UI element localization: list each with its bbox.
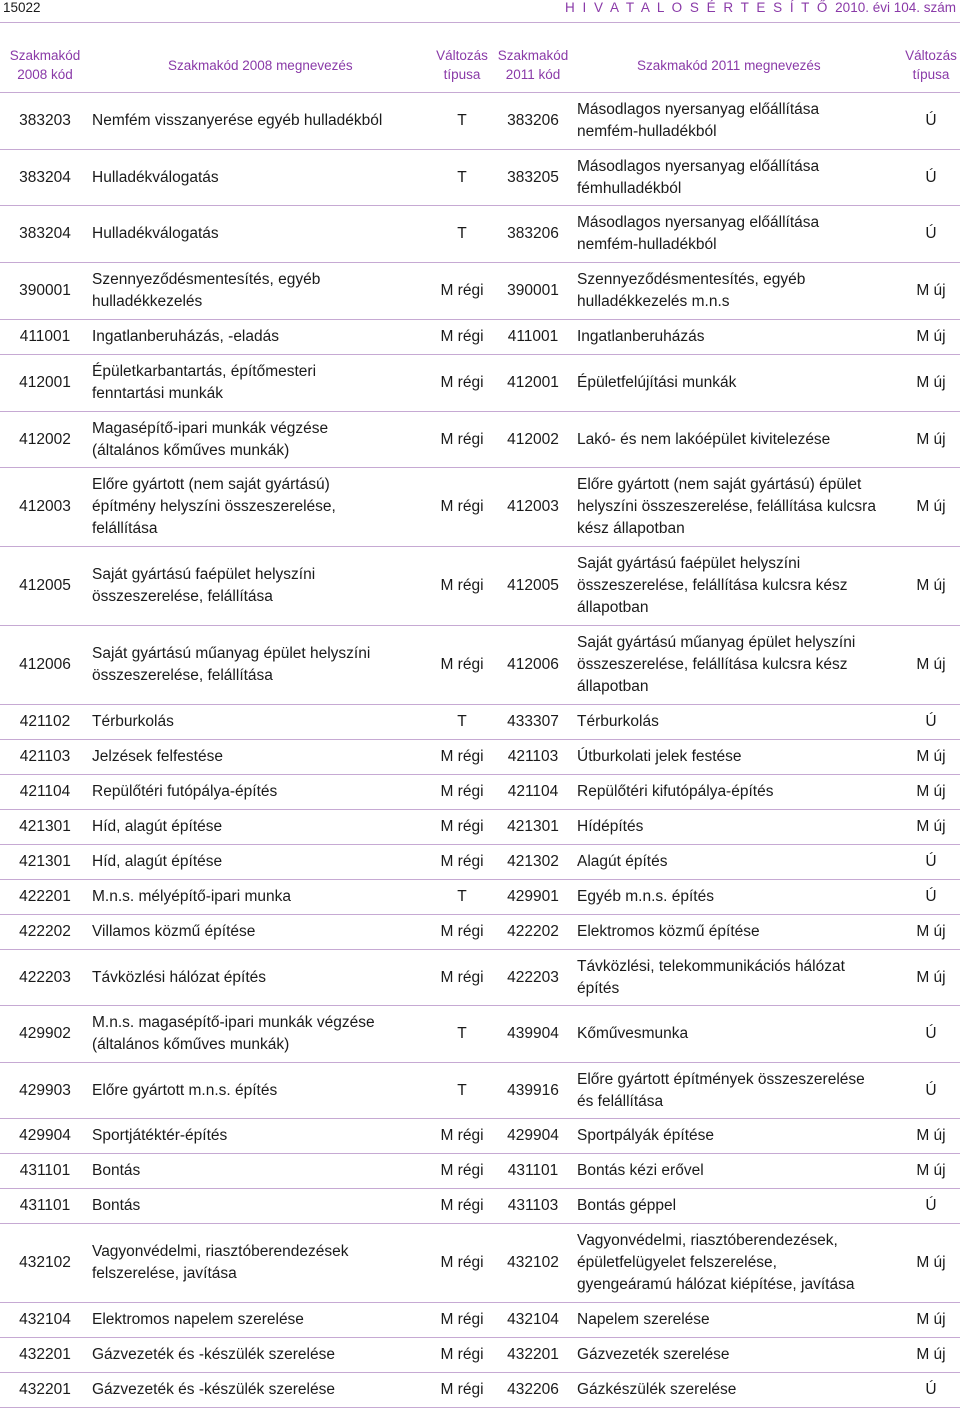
- code-2011: 429904: [497, 1119, 569, 1154]
- code-2008: 431101: [0, 1189, 90, 1224]
- name-2008: [90, 775, 427, 810]
- table-row: [0, 1224, 960, 1303]
- name-2011: [569, 775, 902, 810]
- name-2008: [90, 1303, 427, 1338]
- type-change: M régi: [427, 810, 497, 845]
- name-2008-line: Hulladékválogatás: [92, 168, 219, 186]
- code-2011: 383206: [497, 93, 569, 150]
- table-row: [0, 845, 960, 880]
- name-2011-line: Másodlagos nyersanyag előállítása: [577, 101, 820, 118]
- name-2008-line: felszerelése, javítása: [92, 1265, 237, 1282]
- name-2008-line: Nemfém visszanyerése egyéb hulladékból: [92, 112, 383, 129]
- code-2008: 421301: [0, 810, 90, 845]
- type-change: T: [427, 1006, 497, 1063]
- name-2011-line: és felállítása: [577, 1092, 664, 1110]
- table-row: [0, 150, 960, 206]
- publication-header: [565, 0, 956, 15]
- name-2011: [569, 1189, 902, 1224]
- name-2008-line: Bontás: [92, 1197, 141, 1214]
- col-header-name2011: Szakmakód 2011 megnevezés: [569, 38, 902, 93]
- change-type: M új: [902, 1119, 960, 1154]
- name-2011-line: Bontás géppel: [577, 1197, 677, 1214]
- table-row: [0, 626, 960, 705]
- name-2011-line: Hídépítés: [577, 818, 644, 835]
- type-change: M régi: [427, 950, 497, 1006]
- name-2011-line: kész állapotban: [577, 520, 685, 537]
- name-2008: [90, 355, 427, 412]
- code-2011: 421302: [497, 845, 569, 880]
- change-type: Ú: [902, 1063, 960, 1119]
- name-2011-line: Gázvezeték szerelése: [577, 1346, 730, 1363]
- name-2011-line: nemfém-hulladékból: [577, 123, 717, 140]
- name-2011: [569, 740, 902, 775]
- code-2008: 431101: [0, 1154, 90, 1189]
- name-2011-line: Gázkészülék szerelése: [577, 1381, 737, 1398]
- code-2008: 383204: [0, 150, 90, 206]
- code-2011: 412001: [497, 355, 569, 412]
- code-2011: 432104: [497, 1303, 569, 1338]
- change-type: Ú: [902, 845, 960, 880]
- name-2008-line: Bontás: [92, 1162, 141, 1179]
- name-2008-line: Távközlési hálózat építés: [92, 968, 267, 986]
- name-2008-line: felállítása: [92, 520, 158, 537]
- name-2011-line: Előre gyártott (nem saját gyártású) épület: [577, 476, 862, 493]
- change-type: M új: [902, 775, 960, 810]
- name-2008-line: összeszerelése, felállítása: [92, 588, 273, 605]
- name-2008-line: építmény helyszíni összeszerelése,: [92, 498, 336, 515]
- type-change: M régi: [427, 845, 497, 880]
- type-change: T: [427, 705, 497, 740]
- name-2011-line: Elektromos közmű építése: [577, 923, 760, 940]
- name-2008-line: Térburkolás: [92, 713, 174, 730]
- name-2011-line: Napelem szerelése: [577, 1311, 710, 1328]
- change-type: Ú: [902, 1189, 960, 1224]
- table-row: [0, 950, 960, 1006]
- change-type: M új: [902, 915, 960, 950]
- name-2011: [569, 1119, 902, 1154]
- type-change: M régi: [427, 1119, 497, 1154]
- name-2008: [90, 1119, 427, 1154]
- code-2011: 412002: [497, 412, 569, 468]
- name-2011-line: gyengeáramú hálózat kiépítése, javítása: [577, 1276, 855, 1293]
- name-2008: [90, 626, 427, 705]
- page-header: [0, 0, 960, 23]
- name-2008: [90, 320, 427, 355]
- code-2008: 432201: [0, 1338, 90, 1373]
- name-2008-line: Magasépítő-ipari munkák végzése: [92, 419, 329, 437]
- name-2011-line: épületfelügyelet felszerelése,: [577, 1254, 777, 1271]
- name-2011: [569, 93, 902, 150]
- change-type: Ú: [902, 93, 960, 150]
- name-2011: [569, 263, 902, 320]
- name-2008-line: fenntartási munkák: [92, 385, 223, 402]
- name-2008-line: Sportjátéktér-építés: [92, 1127, 228, 1144]
- table-row: [0, 468, 960, 547]
- code-2008: 383203: [0, 93, 90, 150]
- code-2008: 432102: [0, 1224, 90, 1303]
- name-2008-line: Saját gyártású faépület helyszíni: [92, 566, 316, 583]
- code-2008: 432104: [0, 1303, 90, 1338]
- code-2011: 383206: [497, 206, 569, 263]
- code-2011: 421301: [497, 810, 569, 845]
- name-2011-line: Egyéb m.n.s. építés: [577, 888, 714, 905]
- table-row: [0, 1303, 960, 1338]
- code-2008: 432201: [0, 1373, 90, 1408]
- name-2008: [90, 950, 427, 1006]
- type-change: M régi: [427, 740, 497, 775]
- name-2008: [90, 1154, 427, 1189]
- table-row: [0, 355, 960, 412]
- table-row: [0, 1006, 960, 1063]
- col-header-type-change: Változás típusa: [427, 38, 497, 93]
- name-2011-line: Saját gyártású műanyag épület helyszíni: [577, 634, 856, 651]
- name-2011: [569, 1224, 902, 1303]
- name-2011: [569, 150, 902, 206]
- name-2008: [90, 1006, 427, 1063]
- type-change: M régi: [427, 1303, 497, 1338]
- name-2008-line: Gázvezeték és -készülék szerelése: [92, 1346, 335, 1363]
- name-2011-line: Lakó- és nem lakóépület kivitelezése: [577, 430, 831, 448]
- name-2008: [90, 845, 427, 880]
- code-2011: 433307: [497, 705, 569, 740]
- name-2011-line: Épületfelújítási munkák: [577, 374, 737, 391]
- name-2008-line: Hulladékválogatás: [92, 225, 219, 242]
- table-row: [0, 1154, 960, 1189]
- type-change: M régi: [427, 1338, 497, 1373]
- name-2011: [569, 950, 902, 1006]
- code-2008: 422202: [0, 915, 90, 950]
- code-2008: 429904: [0, 1119, 90, 1154]
- name-2011-line: állapotban: [577, 599, 649, 616]
- name-2008: [90, 93, 427, 150]
- table-row: [0, 412, 960, 468]
- name-2008-line: Villamos közmű építése: [92, 923, 256, 940]
- type-change: M régi: [427, 1154, 497, 1189]
- name-2008-line: M.n.s. magasépítő-ipari munkák végzése: [92, 1014, 375, 1031]
- col-header-name2008: Szakmakód 2008 megnevezés: [90, 38, 427, 93]
- name-2008: [90, 810, 427, 845]
- code-2011: 412005: [497, 547, 569, 626]
- name-2011: [569, 1006, 902, 1063]
- name-2008: [90, 740, 427, 775]
- type-change: T: [427, 93, 497, 150]
- code-2008: 390001: [0, 263, 90, 320]
- publication-title: H I V A T A L O S É R T E S Í T Ő: [565, 0, 830, 15]
- name-2011: [569, 1303, 902, 1338]
- name-2008: [90, 206, 427, 263]
- change-type: M új: [902, 810, 960, 845]
- table-row: [0, 206, 960, 263]
- name-2011-line: Repülőtéri kifutópálya-építés: [577, 783, 774, 800]
- name-2011-line: állapotban: [577, 678, 649, 695]
- name-2011: [569, 412, 902, 468]
- name-2011: [569, 355, 902, 412]
- name-2008: [90, 1189, 427, 1224]
- name-2011-line: Bontás kézi erővel: [577, 1162, 704, 1179]
- change-type: M új: [902, 468, 960, 547]
- name-2011-line: Távközlési, telekommunikációs hálózat: [577, 957, 845, 975]
- name-2011: [569, 1338, 902, 1373]
- name-2011-line: Másodlagos nyersanyag előállítása: [577, 214, 820, 231]
- name-2008: [90, 915, 427, 950]
- code-2008: 421301: [0, 845, 90, 880]
- code-2011: 431103: [497, 1189, 569, 1224]
- code-2011: 432206: [497, 1373, 569, 1408]
- code-2011: 439904: [497, 1006, 569, 1063]
- code-2011: 412006: [497, 626, 569, 705]
- code-2011: 411001: [497, 320, 569, 355]
- name-2011: [569, 1154, 902, 1189]
- table-row: [0, 810, 960, 845]
- code-2011: 439916: [497, 1063, 569, 1119]
- name-2008-line: (általános kőműves munkák): [92, 1036, 290, 1053]
- table-row: [0, 263, 960, 320]
- table-row: [0, 320, 960, 355]
- code-2008: 421102: [0, 705, 90, 740]
- table-row: [0, 547, 960, 626]
- change-type: Ú: [902, 880, 960, 915]
- name-2011: [569, 468, 902, 547]
- table-row: [0, 915, 960, 950]
- change-type: M új: [902, 1224, 960, 1303]
- change-type: Ú: [902, 1373, 960, 1408]
- table-row: [0, 93, 960, 150]
- name-2008-line: Ingatlanberuházás, -eladás: [92, 328, 279, 345]
- name-2008: [90, 1224, 427, 1303]
- name-2008-line: Vagyonvédelmi, riasztóberendezések: [92, 1243, 349, 1260]
- type-change: M régi: [427, 468, 497, 547]
- table-row: [0, 705, 960, 740]
- change-type: Ú: [902, 206, 960, 263]
- code-2011: 421104: [497, 775, 569, 810]
- name-2008-line: Épületkarbantartás, építőmesteri: [92, 363, 317, 380]
- type-change: M régi: [427, 263, 497, 320]
- code-2011: 422203: [497, 950, 569, 1006]
- col-header-code2008: Szakmakód 2008 kód: [0, 38, 90, 93]
- col-header-change-type: Változás típusa: [902, 38, 960, 93]
- name-2011-line: Előre gyártott építmények összeszerelése: [577, 1070, 865, 1088]
- name-2011: [569, 880, 902, 915]
- name-2008: [90, 1063, 427, 1119]
- table-row: [0, 1189, 960, 1224]
- code-2011: 431101: [497, 1154, 569, 1189]
- name-2011: [569, 626, 902, 705]
- code-2011: 421103: [497, 740, 569, 775]
- code-2008: 422203: [0, 950, 90, 1006]
- name-2011-line: Térburkolás: [577, 713, 659, 730]
- name-2011-line: összeszerelése, felállítása kulcsra kész: [577, 577, 848, 594]
- name-2008-line: Előre gyártott m.n.s. építés: [92, 1081, 278, 1099]
- name-2008-line: Gázvezeték és -készülék szerelése: [92, 1381, 335, 1398]
- name-2008: [90, 263, 427, 320]
- name-2011: [569, 845, 902, 880]
- name-2011-line: Másodlagos nyersanyag előállítása: [577, 157, 820, 175]
- type-change: T: [427, 150, 497, 206]
- type-change: M régi: [427, 320, 497, 355]
- name-2008: [90, 880, 427, 915]
- code-2008: 412001: [0, 355, 90, 412]
- table-body: [0, 93, 960, 1408]
- name-2011: [569, 1063, 902, 1119]
- name-2008: [90, 412, 427, 468]
- code-2011: 383205: [497, 150, 569, 206]
- change-type: M új: [902, 950, 960, 1006]
- code-2008: 383204: [0, 206, 90, 263]
- code-2011: 412003: [497, 468, 569, 547]
- type-change: M régi: [427, 355, 497, 412]
- code-2008: 429902: [0, 1006, 90, 1063]
- code-2008: 421103: [0, 740, 90, 775]
- name-2011-line: Saját gyártású faépület helyszíni: [577, 555, 801, 572]
- code-conversion-table: [0, 38, 960, 1408]
- name-2008: [90, 1338, 427, 1373]
- name-2008-line: összeszerelése, felállítása: [92, 667, 273, 684]
- code-2008: 429903: [0, 1063, 90, 1119]
- change-type: M új: [902, 412, 960, 468]
- change-type: M új: [902, 1154, 960, 1189]
- name-2011: [569, 206, 902, 263]
- name-2008-line: Híd, alagút építése: [92, 853, 223, 870]
- change-type: Ú: [902, 705, 960, 740]
- name-2008-line: Előre gyártott (nem saját gyártású): [92, 476, 330, 493]
- table-row: [0, 1338, 960, 1373]
- change-type: M új: [902, 263, 960, 320]
- name-2011-line: hulladékkezelés m.n.s: [577, 293, 730, 310]
- type-change: M régi: [427, 412, 497, 468]
- name-2008: [90, 468, 427, 547]
- name-2008-line: Saját gyártású műanyag épület helyszíni: [92, 645, 371, 662]
- change-type: M új: [902, 547, 960, 626]
- code-2008: 411001: [0, 320, 90, 355]
- name-2008-line: (általános kőműves munkák): [92, 441, 290, 459]
- code-2008: 422201: [0, 880, 90, 915]
- change-type: Ú: [902, 150, 960, 206]
- change-type: M új: [902, 626, 960, 705]
- change-type: M új: [902, 1303, 960, 1338]
- code-2008: 412005: [0, 547, 90, 626]
- table-row: [0, 1063, 960, 1119]
- name-2011: [569, 915, 902, 950]
- type-change: T: [427, 880, 497, 915]
- code-2008: 412006: [0, 626, 90, 705]
- name-2008-line: Jelzések felfestése: [92, 748, 223, 765]
- name-2011-line: Szennyeződésmentesítés, egyéb: [577, 271, 806, 288]
- change-type: Ú: [902, 1006, 960, 1063]
- type-change: M régi: [427, 1189, 497, 1224]
- type-change: M régi: [427, 1373, 497, 1408]
- page-number: 15022: [3, 0, 41, 15]
- type-change: M régi: [427, 626, 497, 705]
- type-change: M régi: [427, 915, 497, 950]
- name-2011-line: Kőművesmunka: [577, 1025, 689, 1042]
- name-2011-line: Alagút építés: [577, 853, 668, 870]
- name-2008: [90, 547, 427, 626]
- issue-label: 2010. évi 104. szám: [835, 0, 956, 15]
- name-2008-line: Híd, alagút építése: [92, 818, 223, 835]
- code-2011: 422202: [497, 915, 569, 950]
- name-2011: [569, 1373, 902, 1408]
- name-2008-line: hulladékkezelés: [92, 293, 203, 310]
- type-change: T: [427, 1063, 497, 1119]
- col-header-code2011: Szakmakód 2011 kód: [497, 38, 569, 93]
- name-2011-line: helyszíni összeszerelése, felállítása kulcsra: [577, 498, 876, 515]
- name-2008-line: Elektromos napelem szerelése: [92, 1311, 304, 1328]
- name-2011-line: Ingatlanberuházás: [577, 328, 705, 345]
- type-change: T: [427, 206, 497, 263]
- name-2011-line: nemfém-hulladékból: [577, 236, 717, 253]
- name-2011-line: Vagyonvédelmi, riasztóberendezések,: [577, 1232, 838, 1249]
- code-2008: 412002: [0, 412, 90, 468]
- name-2011-line: fémhulladékból: [577, 179, 682, 197]
- type-change: M régi: [427, 1224, 497, 1303]
- table-row: [0, 740, 960, 775]
- name-2011-line: Sportpályák építése: [577, 1127, 715, 1144]
- name-2011-line: Útburkolati jelek festése: [577, 748, 742, 765]
- name-2008-line: Repülőtéri futópálya-építés: [92, 783, 278, 800]
- code-2011: 432201: [497, 1338, 569, 1373]
- code-2011: 390001: [497, 263, 569, 320]
- code-2011: 432102: [497, 1224, 569, 1303]
- name-2011: [569, 705, 902, 740]
- name-2011: [569, 320, 902, 355]
- type-change: M régi: [427, 775, 497, 810]
- name-2008: [90, 1373, 427, 1408]
- type-change: M régi: [427, 547, 497, 626]
- name-2008: [90, 150, 427, 206]
- name-2011-line: összeszerelése, felállítása kulcsra kész: [577, 656, 848, 673]
- table-header-row: [0, 38, 960, 93]
- name-2008-line: M.n.s. mélyépítő-ipari munka: [92, 888, 291, 905]
- change-type: M új: [902, 740, 960, 775]
- change-type: M új: [902, 355, 960, 412]
- change-type: M új: [902, 320, 960, 355]
- code-2008: 412003: [0, 468, 90, 547]
- code-2011: 429901: [497, 880, 569, 915]
- name-2011-line: építés: [577, 979, 620, 997]
- change-type: M új: [902, 1338, 960, 1373]
- name-2011: [569, 810, 902, 845]
- table-row: [0, 775, 960, 810]
- name-2008: [90, 705, 427, 740]
- table-row: [0, 880, 960, 915]
- name-2011: [569, 547, 902, 626]
- table-row: [0, 1119, 960, 1154]
- table-row: [0, 1373, 960, 1408]
- code-2008: 421104: [0, 775, 90, 810]
- name-2008-line: Szennyeződésmentesítés, egyéb: [92, 271, 321, 288]
